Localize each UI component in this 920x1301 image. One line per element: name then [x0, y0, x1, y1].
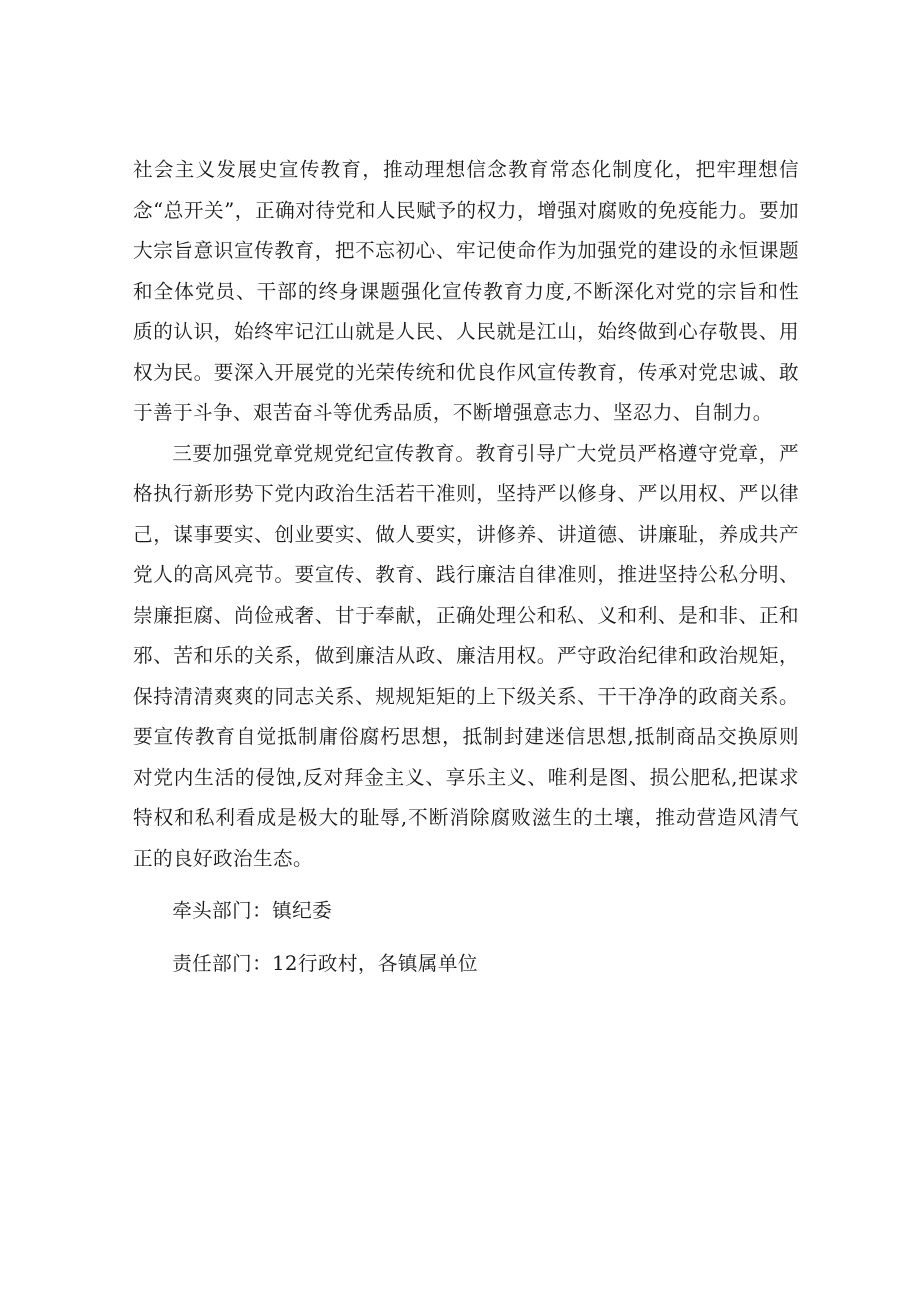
- paragraph-section-three: 三要加强党章党规党纪宣传教育。教育引导广大党员严格遵守党章，严格执行新形势下党内政治生活若干准则，坚持严以修身、严以用权、严以律己，谋事要实、创业要实、做人要实，讲修养、讲道德、讲廉耻，养成共产党人的高风亮节。要宣传、教育、践行廉洁自律准则，推进坚持公私分明、崇廉拒腐、尚俭戒奢、甘于奉献，正确处理公和私、义和利、是和非、正和邪、苦和乐的关系，做到廉洁从政、廉洁用权。严守政治纪律和政治规矩，保持清清爽爽的同志关系、规规矩矩的上下级关系、干干净净的政商关系。要宣传教育自觉抵制庸俗腐朽思想，抵制封建迷信思想,抵制商品交换原则对党内生活的侵蚀,反对拜金主义、享乐主义、唯利是图、损公肥私,把谋求特权和私利看成是极大的耻辱,不断消除腐败滋生的土壤，推动营造风清气正的良好政治生态。: [133, 441, 799, 870]
- responsible-departments: 责任部门：12行政村，各镇属单位: [172, 951, 478, 975]
- lead-department: 牵头部门：镇纪委: [172, 899, 333, 922]
- paragraph-continuation: 社会主义发展史宣传教育，推动理想信念教育常态化制度化，把牢理想信念“总开关”，正确对待党和人民赋予的权力，增强对腐败的免疫能力。要加大宗旨意识宣传教育，把不忘初心、牢记使命作为加强党的建设的永恒课题和全体党员、干部的终身课题强化宣传教育力度,不断深化对党的宗旨和性质的认识，始终牢记江山就是人民、人民就是江山，始终做到心存敬畏、用权为民。要深入开展党的光荣传统和优良作风宣传教育，传承对党忠诚、敢于善于斗争、艰苦奋斗等优秀品质，不断增强意志力、坚忍力、自制力。: [133, 158, 799, 424]
- document-body: [133, 150, 799, 984]
